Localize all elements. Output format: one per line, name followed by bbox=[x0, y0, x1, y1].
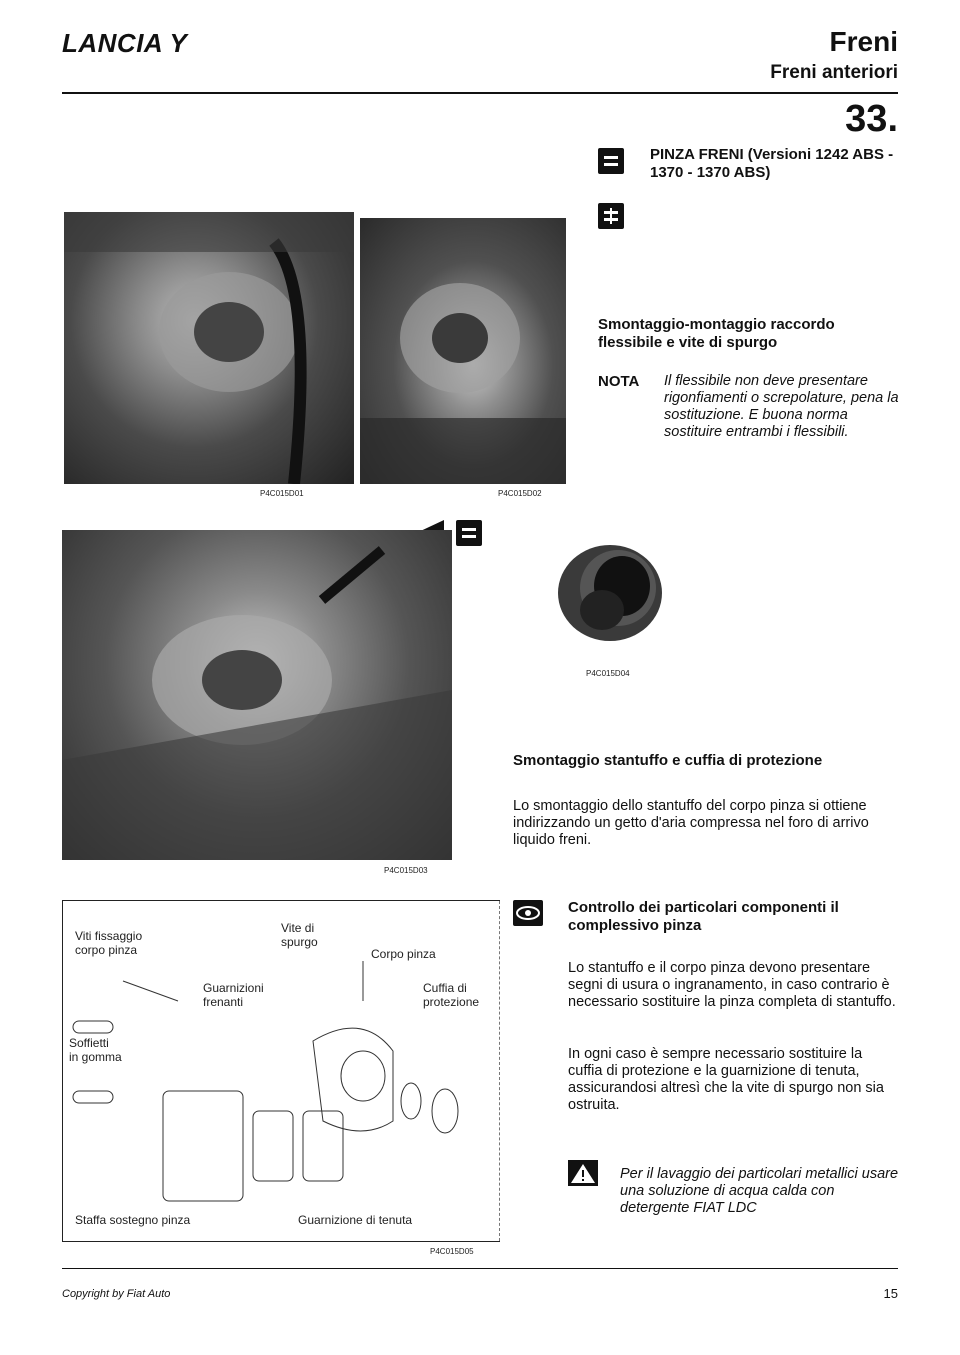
diagram-caption: P4C015D05 bbox=[430, 1247, 474, 1256]
header-rule bbox=[62, 92, 898, 94]
photo3-caption: P4C015D03 bbox=[384, 866, 428, 875]
disassembly-icon bbox=[598, 148, 624, 174]
para-piston: Lo smontaggio dello stantuffo del corpo pinza si ottiene indirizzando un getto d'aria compressa nel foro di arrivo liquido freni. bbox=[513, 798, 869, 848]
warning-icon bbox=[568, 1160, 598, 1186]
label-dust-cover: Cuffia di protezione bbox=[423, 981, 480, 1009]
photo2-caption: P4C015D02 bbox=[498, 489, 542, 498]
photo4-caption: P4C015D04 bbox=[586, 669, 630, 678]
footer-page-number: 15 bbox=[883, 1286, 898, 1301]
heading-piston: Smontaggio stantuffo e cuffia di protezione bbox=[513, 752, 823, 769]
label-fixing-screws: Viti fissaggio corpo pinza bbox=[75, 929, 143, 957]
label-bracket: Staffa sostegno pinza bbox=[75, 1213, 191, 1227]
photo1-caption: P4C015D01 bbox=[260, 489, 304, 498]
para-check-a: Lo stantuffo e il corpo pinza devono presentare segni di usura o ingranamento, in caso contrario è necessario sostituire la pinza completa di stantuffo. bbox=[568, 960, 896, 1010]
inspection-eye-icon bbox=[513, 900, 543, 926]
section-heading: PINZA FRENI (Versioni 1242 ABS - 1370 - 1370 ABS) bbox=[650, 146, 894, 181]
section-title: Freni bbox=[829, 26, 898, 57]
warning-text: Per il lavaggio dei particolari metallici usare una soluzione di acqua calda con detergente FIAT LDC bbox=[620, 1166, 899, 1216]
photo-bleed-screw bbox=[360, 218, 566, 484]
label-bleed-screw: Vite di spurgo bbox=[281, 921, 318, 949]
exploded-diagram bbox=[62, 900, 500, 1242]
nota-label: NOTA bbox=[598, 373, 640, 390]
disassembly-icon-2 bbox=[456, 520, 482, 546]
photo-piston bbox=[540, 538, 670, 648]
footer-rule bbox=[62, 1268, 898, 1269]
label-caliper-body: Corpo pinza bbox=[371, 947, 436, 961]
para-check-b: In ogni caso è sempre necessario sostituire la cuffia di protezione e la guarnizione di tenuta, assicurandosi altresì che la vite di spurgo non sia ostruita. bbox=[568, 1046, 884, 1113]
label-pads: Guarnizioni frenanti bbox=[203, 981, 264, 1009]
page-number: 33. bbox=[845, 98, 898, 140]
heading-check: Controllo dei particolari componenti il complessivo pinza bbox=[568, 899, 839, 934]
photo-caliper-hose bbox=[64, 212, 354, 484]
brand-title: LANCIA Y bbox=[62, 28, 188, 58]
copyright: Copyright by Fiat Auto bbox=[62, 1288, 171, 1300]
photo-caliper-piston bbox=[62, 530, 452, 860]
label-seal: Guarnizione di tenuta bbox=[298, 1213, 413, 1227]
assembly-icon bbox=[598, 203, 624, 229]
label-bellows: Soffietti in gomma bbox=[69, 1036, 122, 1064]
subsection-title: Freni anteriori bbox=[770, 62, 898, 83]
nota-text: Il flessibile non deve presentare rigonfiamenti o screpolature, pena la sostituzione. E buona norma sostituire entrambi i flessibili. bbox=[664, 373, 899, 440]
heading-hose: Smontaggio-montaggio raccordo flessibile e vite di spurgo bbox=[598, 316, 835, 351]
